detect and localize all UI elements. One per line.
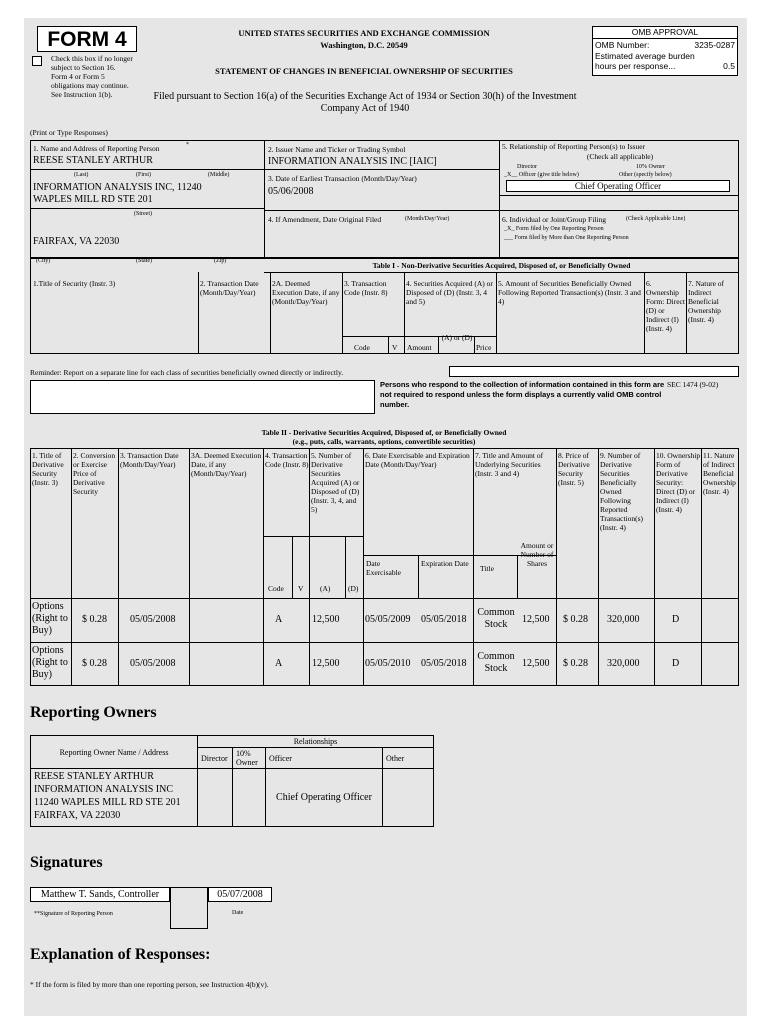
row1-form: D bbox=[672, 614, 680, 625]
t2-col4-header: 4. Transaction Code (Instr. 8) bbox=[265, 451, 309, 469]
officer-header: Officer bbox=[266, 748, 383, 769]
filing-option-multiple[interactable]: ___ Form filed by More than One Reporting Person bbox=[504, 235, 629, 241]
row2-price: $ 0.28 bbox=[82, 658, 107, 669]
signature-date: 05/07/2008 bbox=[217, 889, 263, 900]
signature-name-field[interactable] bbox=[30, 887, 170, 902]
t1-a-or-d-header: (A) or (D) bbox=[441, 333, 473, 342]
ten-pct-option[interactable]: 10% Owner bbox=[636, 164, 665, 170]
box2-label: 2. Issuer Name and Ticker or Trading Symbol bbox=[268, 145, 406, 154]
owner-line-2: INFORMATION ANALYSIS INC bbox=[34, 784, 174, 795]
owner-ten-pct-cell bbox=[233, 769, 266, 827]
director-option[interactable]: Director bbox=[517, 164, 537, 170]
t2-col3-header: 3. Transaction Date (Month/Day/Year) bbox=[120, 451, 179, 469]
t2-col7-header: 7. Title and Amount of Underlying Securities (Instr. 3 and 4) bbox=[475, 451, 544, 478]
t1-code-header: Code bbox=[354, 343, 370, 352]
row2-deriv-price: $ 0.28 bbox=[563, 658, 588, 669]
box5-sub: (Check all applicable) bbox=[586, 152, 654, 161]
reporting-city-state[interactable]: FAIRFAX, VA 22030 bbox=[33, 236, 120, 247]
row1-date: 05/05/2008 bbox=[130, 614, 176, 625]
row1-code: A bbox=[275, 614, 283, 625]
owner-line-1: REESE STANLEY ARTHUR bbox=[34, 771, 154, 782]
table-1-title: Table I - Non-Derivative Securities Acquired, Disposed of, or Beneficially Owned bbox=[372, 261, 631, 270]
row1-exercisable: 05/05/2009 bbox=[365, 614, 411, 625]
owner-address-cell bbox=[31, 769, 198, 827]
ten-pct-header: 10% Owner bbox=[233, 748, 266, 769]
t1-col1-header: 1.Title of Security (Instr. 3) bbox=[33, 279, 116, 288]
explanation-heading: Explanation of Responses: bbox=[30, 946, 211, 963]
issuer-name[interactable]: INFORMATION ANALYSIS INC [IAIC] bbox=[268, 156, 437, 167]
box3-label: 3. Date of Earliest Transaction (Month/Day/Year) bbox=[268, 174, 417, 183]
earliest-transaction-date[interactable]: 05/06/2008 bbox=[268, 186, 314, 197]
owner-other-cell bbox=[383, 769, 434, 827]
row2-expiration: 05/05/2018 bbox=[421, 658, 467, 669]
form-4-sheet bbox=[24, 18, 747, 1016]
first-label: (First) bbox=[136, 172, 151, 178]
box4-label-small: (Month/Day/Year) bbox=[405, 216, 450, 222]
row2-owned: 320,000 bbox=[607, 658, 640, 669]
box1-footnote: * bbox=[186, 142, 189, 148]
middle-label: (Middle) bbox=[208, 172, 230, 178]
box6-label-small: (Check Applicable Line) bbox=[626, 216, 686, 222]
signature-label: **Signature of Reporting Person bbox=[34, 911, 113, 917]
officer-title-field[interactable]: Chief Operating Officer bbox=[506, 180, 730, 192]
row2-shares: 12,500 bbox=[522, 658, 550, 669]
t2-title-header: Title bbox=[480, 564, 494, 573]
t1-v-header: V bbox=[392, 343, 398, 352]
signature-date-field[interactable] bbox=[208, 887, 272, 902]
t1-col7-header: 7. Nature of Indirect Beneficial Ownership (Instr. 4) bbox=[688, 279, 725, 324]
t2-v-header: V bbox=[298, 584, 304, 593]
row1-deriv-price: $ 0.28 bbox=[563, 614, 588, 625]
t2-col5-header: 5. Number of Derivative Securities Acquired (A) or Disposed of (D) (Instr. 3, 4, and 5) bbox=[311, 451, 360, 514]
table-2-title: Table II - Derivative Securities Acquired, Disposed of, or Beneficially Owned bbox=[261, 428, 507, 437]
other-header: Other bbox=[383, 748, 434, 769]
print-type: (Print or Type Responses) bbox=[30, 128, 108, 137]
row1-expiration: 05/05/2018 bbox=[421, 614, 467, 625]
t1-col2-header: 2. Transaction Date (Month/Day/Year) bbox=[200, 279, 259, 297]
row2-date: 05/05/2008 bbox=[130, 658, 176, 669]
no-longer-subject-checkbox[interactable] bbox=[32, 56, 42, 66]
t2-col10-header: 10. Ownership Form of Derivative Security: Direct (D) or Indirect (I) (Instr. 4) bbox=[656, 451, 701, 514]
t2-col6-header: 6. Date Exercisable and Expiration Date (Month/Day/Year) bbox=[365, 451, 470, 469]
agency-name: UNITED STATES SECURITIES AND EXCHANGE COMMISSION bbox=[238, 28, 490, 38]
t2-code-header: Code bbox=[268, 584, 284, 593]
t2-col11-header: 11. Nature of Indirect Beneficial Ownership (Instr. 4) bbox=[703, 451, 736, 496]
reporting-owners-heading: Reporting Owners bbox=[30, 704, 157, 721]
row1-price: $ 0.28 bbox=[82, 614, 107, 625]
row2-security: Options (Right to Buy) bbox=[32, 645, 68, 680]
omb-number-row bbox=[593, 39, 737, 51]
street-label: (Street) bbox=[134, 211, 152, 217]
date-label: Date bbox=[232, 910, 244, 916]
omb-number: 3235-0287 bbox=[694, 40, 735, 50]
reporting-address-line2[interactable]: WAPLES MILL RD STE 201 bbox=[33, 194, 153, 205]
state-label: (State) bbox=[136, 258, 152, 264]
explanation-note: * If the form is filed by more than one reporting person, see Instruction 4(b)(v). bbox=[30, 980, 269, 989]
city-label: (City) bbox=[36, 258, 51, 264]
checkbox-text: Check this box if no longer subject to Section 16. Form 4 or Form 5 obligations may continue. See Instruction 1(b). bbox=[51, 54, 133, 99]
owner-line-4: FAIRFAX, VA 22030 bbox=[34, 810, 121, 821]
omb-title: OMB APPROVAL bbox=[593, 27, 737, 39]
signatures-heading: Signatures bbox=[30, 854, 103, 871]
other-option[interactable]: Other (specify below) bbox=[619, 172, 672, 178]
t1-col4-header: 4. Securities Acquired (A) or Disposed of (D) (Instr. 3, 4 and 5) bbox=[406, 279, 493, 306]
owner-name-header: Reporting Owner Name / Address bbox=[31, 736, 198, 769]
table-2-subtitle: (e.g., puts, calls, warrants, options, convertible securities) bbox=[292, 437, 476, 446]
t2-amount-header: Amount or Number of Shares bbox=[520, 541, 554, 568]
omb-approval-box bbox=[592, 26, 738, 76]
box6-label: 6. Individual or Joint/Group Filing bbox=[502, 215, 606, 224]
row2-acquired: 12,500 bbox=[312, 658, 340, 669]
box1-label: 1. Name and Address of Reporting Person bbox=[33, 144, 160, 153]
row2-form: D bbox=[672, 658, 680, 669]
omb-number-label: OMB Number: bbox=[595, 40, 650, 50]
reporting-owners-table bbox=[30, 735, 434, 827]
t2-col1-header: 1. Title of Derivative Security (Instr. 3) bbox=[32, 451, 64, 487]
row1-underlying: Common Stock bbox=[477, 607, 515, 630]
sec-code: SEC 1474 (9-02) bbox=[667, 380, 719, 389]
statement-title: STATEMENT OF CHANGES IN BENEFICIAL OWNERSHIP OF SECURITIES bbox=[215, 66, 513, 76]
omb-burden-label: Estimated average burden hours per response... bbox=[595, 51, 695, 71]
agency-location: Washington, D.C. 20549 bbox=[320, 40, 408, 50]
filed-pursuant: Filed pursuant to Section 16(a) of the Securities Exchange Act of 1934 or Section 30(h) of the Investment Company Act of 1940 bbox=[153, 91, 577, 114]
row1-owned: 320,000 bbox=[607, 614, 640, 625]
last-label: (Last) bbox=[74, 172, 89, 178]
reminder-blank-box bbox=[449, 366, 739, 377]
t1-col5-header: 5. Amount of Securities Beneficially Owned Following Reported Transaction(s) (Instr. 3 and 4) bbox=[498, 279, 641, 306]
owner-line-3: 11240 WAPLES MILL RD STE 201 bbox=[34, 797, 181, 808]
t2-col2-header: 2. Conversion or Exercise Price of Derivative Security bbox=[73, 451, 116, 496]
owner-officer-cell: Chief Operating Officer bbox=[266, 769, 383, 827]
t1-price-header: Price bbox=[476, 343, 492, 352]
box4-label: 4. If Amendment, Date Original Filed bbox=[268, 215, 382, 224]
notice-left-box bbox=[30, 380, 375, 414]
t2-date-ex-header: Date Exercisable bbox=[366, 559, 401, 577]
row1-acquired: 12,500 bbox=[312, 614, 340, 625]
reminder-text: Reminder: Report on a separate line for each class of securities beneficially owned directly or indirectly. bbox=[30, 368, 344, 377]
reporting-address-line1[interactable]: INFORMATION ANALYSIS INC, 11240 bbox=[33, 182, 202, 193]
box5-label: 5. Relationship of Reporting Person(s) to Issuer bbox=[502, 142, 646, 151]
omb-burden: 0.5 bbox=[723, 61, 735, 71]
t2-col9-header: 9. Number of Derivative Securities Beneficially Owned Following Reported Transaction(s) (Instr. 4) bbox=[600, 451, 644, 532]
officer-option[interactable]: _X__ Officer (give title below) bbox=[504, 172, 579, 178]
t2-a-header: (A) bbox=[320, 584, 331, 593]
t2-d-header: (D) bbox=[348, 584, 359, 593]
form-title: FORM 4 bbox=[47, 28, 127, 51]
t2-exp-header: Expiration Date bbox=[421, 559, 469, 568]
director-header: Director bbox=[198, 748, 233, 769]
signature-gap-box bbox=[170, 887, 208, 929]
form-title-box bbox=[37, 26, 137, 52]
filing-option-one[interactable]: _X_ Form filed by One Reporting Person bbox=[504, 226, 604, 232]
t2-col8-header: 8. Price of Derivative Security (Instr. 5) bbox=[558, 451, 590, 487]
owner-director-cell bbox=[198, 769, 233, 827]
reporting-person-name[interactable]: REESE STANLEY ARTHUR bbox=[33, 155, 153, 166]
row2-underlying: Common Stock bbox=[477, 651, 515, 674]
zip-label: (Zip) bbox=[214, 258, 227, 264]
t1-col2a-header: 2A. Deemed Execution Date, if any (Month/Day/Year) bbox=[272, 279, 340, 306]
signature-name: Matthew T. Sands, Controller bbox=[40, 889, 160, 900]
t1-col6-header: 6. Ownership Form: Direct (D) or Indirect (I) (Instr. 4) bbox=[646, 279, 685, 333]
t2-col3a-header: 3A. Deemed Execution Date, if any (Month/Day/Year) bbox=[191, 451, 262, 478]
t1-amount-header: Amount bbox=[407, 343, 432, 352]
persons-notice: Persons who respond to the collection of information contained in this form are not required to respond unless the form displays a currently valid OMB control number. bbox=[380, 380, 665, 409]
row1-shares: 12,500 bbox=[522, 614, 550, 625]
row2-code: A bbox=[275, 658, 283, 669]
row2-exercisable: 05/05/2010 bbox=[365, 658, 411, 669]
t1-col3-header: 3. Transaction Code (Instr. 8) bbox=[344, 279, 388, 297]
row1-security: Options (Right to Buy) bbox=[32, 601, 68, 636]
relationships-header: Relationships bbox=[198, 736, 434, 748]
